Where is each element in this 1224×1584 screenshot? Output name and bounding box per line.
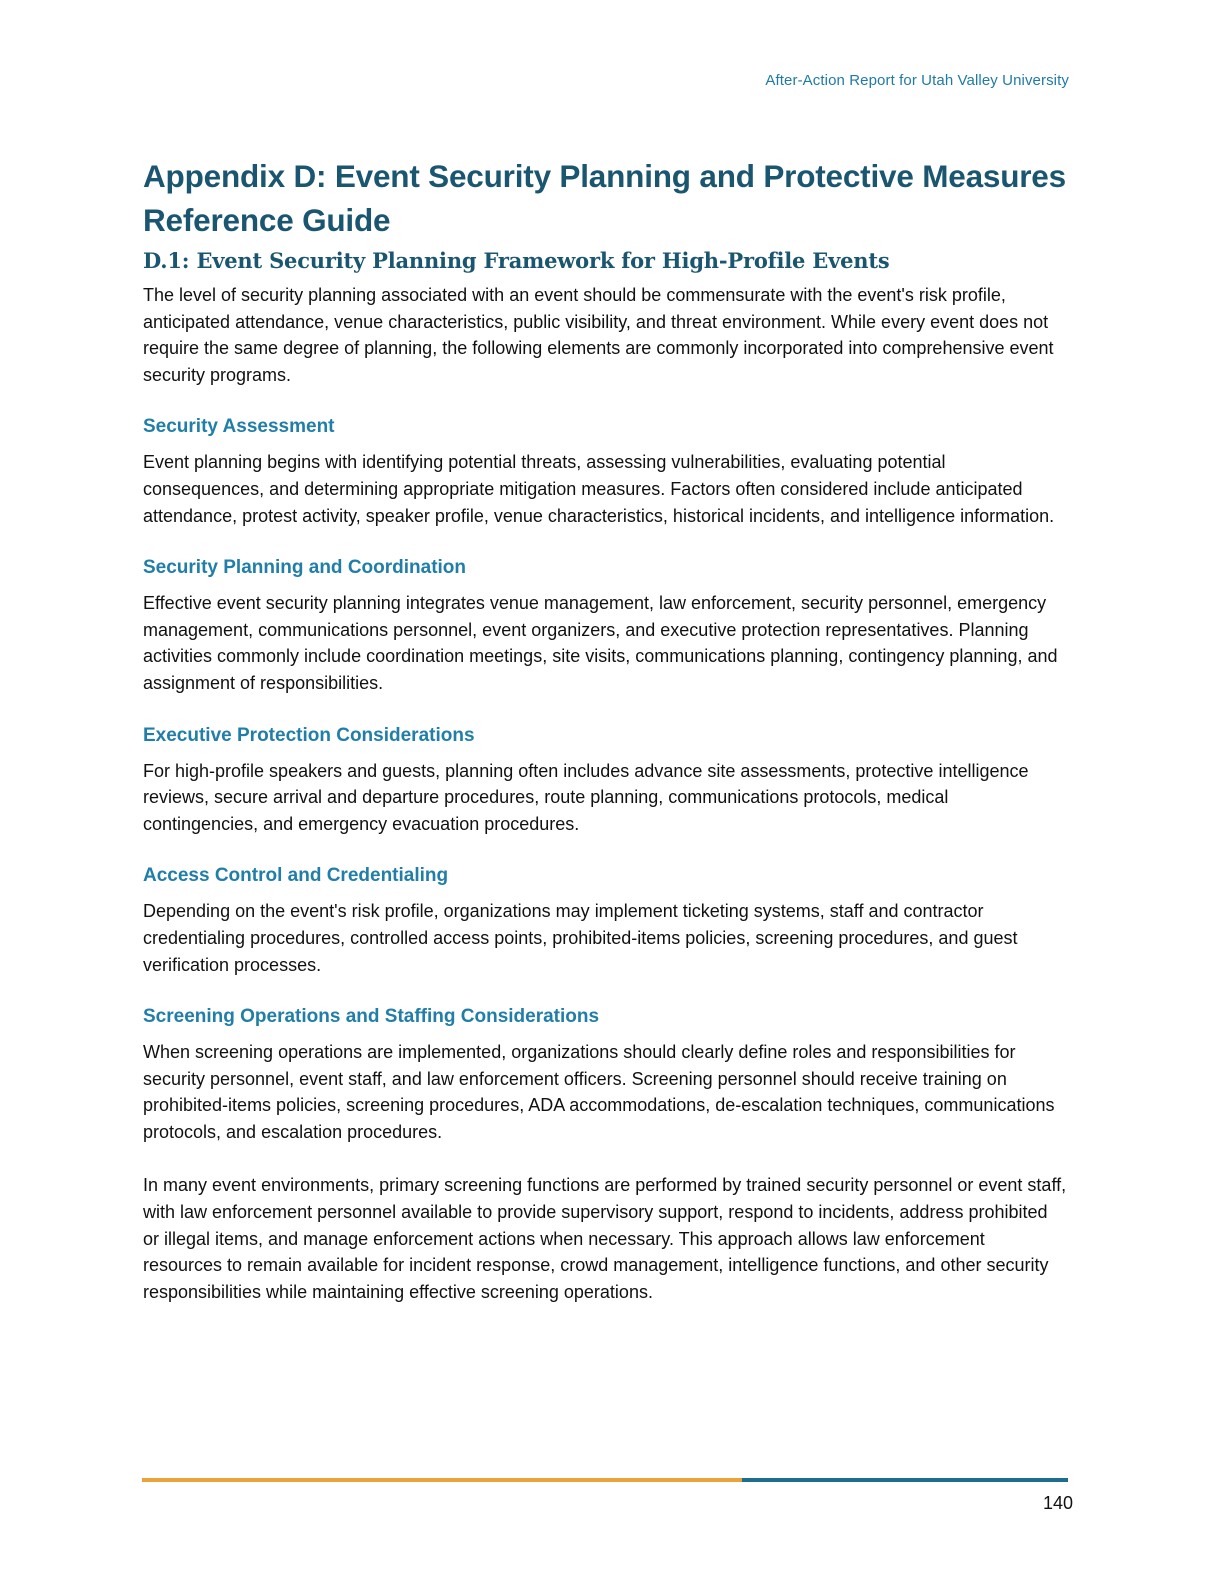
subsection-heading-security-planning: Security Planning and Coordination bbox=[143, 557, 467, 579]
subsection-heading-executive-protection: Executive Protection Considerations bbox=[143, 724, 475, 746]
appendix-title: Appendix D: Event Security Planning and Protective Measures Reference Guide bbox=[143, 158, 1066, 238]
page-content bbox=[143, 154, 1068, 1305]
page-number: 140 bbox=[1042, 1493, 1073, 1513]
subsection-paragraph: Event planning begins with identifying potential threats, assessing vulnerabilities, evaluating potential consequences, and determining appropriate mitigation measures. Factors often considered include anticipated attendance, protest activity, speaker profile, venue characteristics, historical incidents, and intelligence information. bbox=[143, 452, 1055, 526]
subsection-heading-access-control: Access Control and Credentialing bbox=[143, 865, 449, 887]
subsection-heading-security-assessment: Security Assessment bbox=[143, 416, 335, 438]
section-title: D.1: Event Security Planning Framework for High-Profile Events bbox=[143, 248, 890, 273]
subsection-paragraph: When screening operations are implemented, organizations should clearly define roles and responsibilities for security personnel, event staff, and law enforcement officers. Screening personnel should receive training on prohibited-items policies, screening procedures, ADA accommodations, de-escalation techniques, communications protocols, and escalation procedures. bbox=[143, 1042, 1055, 1142]
footer-divider-blue-segment bbox=[742, 1478, 1068, 1482]
subsection-paragraph: Depending on the event's risk profile, organizations may implement ticketing systems, staff and contractor credentialing procedures, controlled access points, prohibited-items policies, screening procedures, and guest verification processes. bbox=[143, 901, 1018, 975]
subsection-paragraph: For high-profile speakers and guests, planning often includes advance site assessments, protective intelligence reviews, secure arrival and departure procedures, route planning, communications protocols, medical contingencies, and emergency evacuation procedures. bbox=[143, 760, 1029, 834]
running-header: After-Action Report for Utah Valley University bbox=[765, 72, 1069, 89]
footer-divider bbox=[142, 1478, 1068, 1482]
section-intro-paragraph: The level of security planning associated with an event should be commensurate with the event's risk profile, anticipated attendance, venue characteristics, public visibility, and threat environment. While every event does not require the same degree of planning, the following elements are commonly incorporated into comprehensive event security programs. bbox=[143, 285, 1054, 385]
subsection-heading-screening-operations: Screening Operations and Staffing Considerations bbox=[143, 1006, 600, 1028]
subsection-paragraph: Effective event security planning integrates venue management, law enforcement, security personnel, emergency management, communications personnel, event organizers, and executive protection representatives. Planning activities commonly include coordination meetings, site visits, communications planning, contingency planning, and assignment of responsibilities. bbox=[143, 593, 1058, 693]
subsection-paragraph: In many event environments, primary screening functions are performed by trained security personnel or event staff, with law enforcement personnel available to provide supervisory support, respond to incidents, address prohibited or illegal items, and manage enforcement actions when necessary. This approach allows law enforcement resources to remain available for incident response, crowd management, intelligence functions, and other security responsibilities while maintaining effective screening operations. bbox=[143, 1175, 1067, 1302]
footer-divider-gold-segment bbox=[142, 1478, 742, 1482]
